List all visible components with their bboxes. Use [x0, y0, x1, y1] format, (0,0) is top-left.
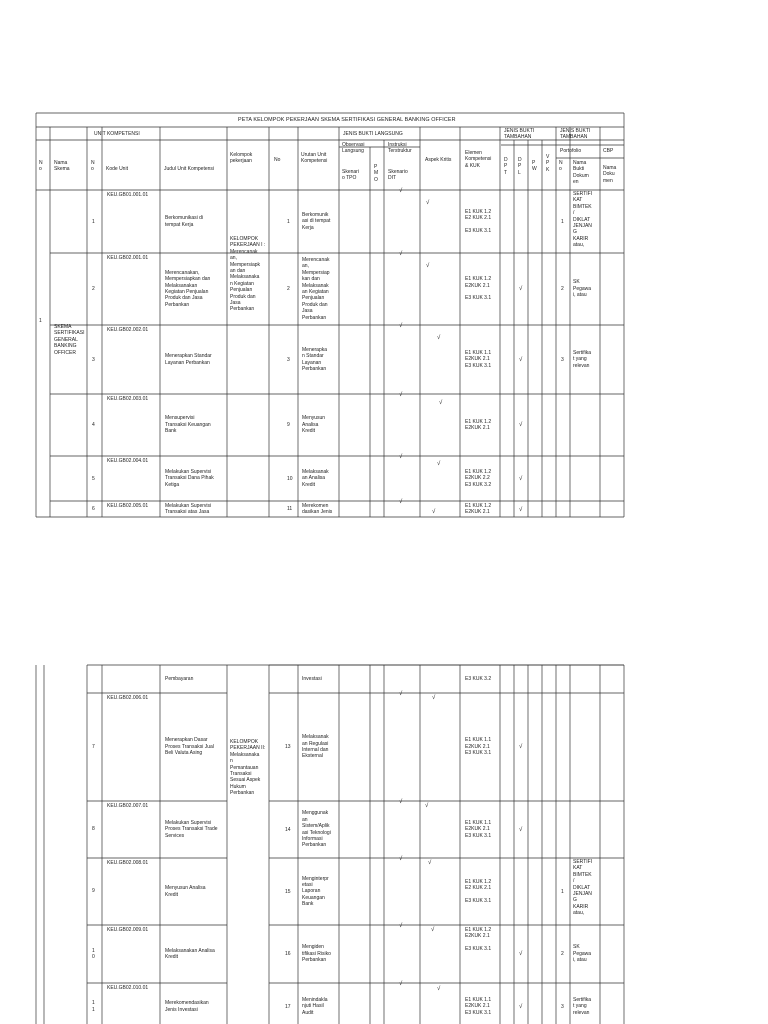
observasi-check: √ — [399, 323, 403, 329]
observasi-check: √ — [399, 923, 403, 929]
header-dpl: D P L — [518, 157, 522, 176]
aspek-kritis-check: √ — [432, 509, 436, 515]
aspek-kritis-check: √ — [431, 927, 435, 933]
observasi-check: √ — [399, 981, 403, 987]
header-cbp: CBP — [603, 148, 614, 154]
skema-number: 1 — [39, 318, 42, 324]
elemen-kuk: E1 KUK 1.2 E2KUK 2.2 E3 KUK 3.2 — [465, 468, 492, 488]
urutan-unit: Melaksanak an Analisa Kredit — [302, 468, 329, 488]
elemen-kuk: E1 KUK 1.1 E2KUK 2.1 E3 KUK 3.1 — [465, 996, 492, 1016]
header-skenario-tpo: Skenari o TPO — [342, 169, 359, 182]
elemen-kuk: E1 KUK 1.2 E2KUK 2.1 — [465, 503, 492, 516]
row-number: 4 — [92, 422, 95, 428]
portofolio-number: 1 — [561, 218, 564, 225]
observasi-check: √ — [399, 251, 403, 257]
urutan-unit: Menyusun Analisa Kredit — [302, 415, 326, 435]
header-pw: P W — [532, 160, 537, 173]
observasi-check: √ — [399, 691, 403, 697]
pw-check: √ — [519, 356, 523, 363]
pw-check: √ — [519, 475, 523, 482]
header-unit-kompetensi: UNIT KOMPETENSI — [94, 131, 140, 137]
row-number: 9 — [92, 888, 95, 895]
header-instruksi: Instruksi Terstruktur — [388, 142, 412, 155]
urutan-number: 17 — [285, 1003, 291, 1010]
header-nama-dokumen: Nama Doku men — [603, 165, 617, 184]
aspek-kritis-check: √ — [428, 860, 432, 866]
elemen-kuk: E1 KUK 1.2 E2KUK 2.1 — [465, 418, 492, 431]
kode-unit: KEU.GB02.004.01 — [107, 458, 149, 464]
header-jenis-bukti-tambahan: JENIS BUKTI TAMBAHAN — [504, 128, 535, 141]
judul-unit: Mensupervisi Transaksi Keuangan Bank — [165, 415, 211, 435]
urutan-unit: Menginterpr etasi Laporan Keuangan Bank — [302, 875, 329, 908]
kelompok-pekerjaan-2: KELOMPOK PEKERJAAN II: Melaksanaka n Pemantauan Transaksi Sesuai Aspek Hukum Perbankan — [230, 739, 266, 797]
row-number: 5 — [92, 475, 95, 482]
judul-unit: Menerapkan Dasar Proses Transaksi Jual Beli Valuta Asing — [165, 737, 214, 757]
row-number: 3 — [92, 356, 95, 363]
header-no-unit: N o — [91, 160, 95, 173]
nama-bukti-dokumen: Sertifika t yang relevan — [573, 349, 592, 369]
observasi-check: √ — [399, 392, 403, 398]
aspek-kritis-check: √ — [426, 263, 430, 269]
aspek-kritis-check: √ — [439, 400, 443, 406]
header-observasi: Observasi Langsung — [342, 142, 365, 155]
aspek-kritis-check: √ — [425, 803, 429, 809]
page-title: PETA KELOMPOK PEKERJAAN SKEMA SERTIFIKASI GENERAL BANKING OFFICER — [238, 117, 456, 123]
pw-check: √ — [519, 286, 523, 292]
header-kode-unit: Kode Unit — [106, 166, 128, 172]
observasi-check: √ — [399, 856, 403, 862]
pw-check: √ — [519, 744, 523, 750]
aspek-kritis-check: √ — [437, 986, 441, 992]
kelompok-pekerjaan-1: KELOMPOK PEKERJAAN I : Merencanak an, Mempersiapk an dan Melaksanaka n Kegiatan Penjualan Produk dan Jasa Perbankan — [230, 236, 266, 313]
urutan-number: 15 — [285, 888, 291, 895]
header-vpk: V P K — [546, 154, 550, 173]
judul-unit: Melakukan Supervisi Transaksi atas Jasa — [165, 502, 212, 515]
row-number: 1 1 — [92, 1000, 95, 1013]
elemen-kuk: E1 KUK 1.1 E2KUK 2.1 E3 KUK 3.1 — [465, 349, 492, 369]
urutan-unit: Menggunak an Sistem/Aplik asi Teknologi Informasi Perbankan — [302, 810, 331, 849]
portofolio-number: 2 — [561, 951, 564, 957]
header-dpt: D P T — [504, 157, 508, 176]
aspek-kritis-check: √ — [437, 335, 441, 341]
header-elemen-kuk: Elemen Kompetensi & KUK — [465, 150, 492, 169]
nama-bukti-dokumen: SERTIFI KAT BIMTEK / DIKLAT JENJAN G KARIR atau, — [573, 859, 593, 917]
header-nama-skema: Nama Skema — [54, 160, 70, 173]
elemen-kuk: E1 KUK 1.1 E2KUK 2.1 E3 KUK 3.1 — [465, 737, 492, 757]
urutan-unit: Mengiden tifikasi Risiko Perbankan — [302, 944, 331, 964]
row-number: 1 — [92, 218, 95, 225]
urutan-unit: Menerapka n Standar Layanan Perbankan — [302, 346, 328, 372]
row-number: 1 0 — [92, 947, 95, 960]
nama-bukti-dokumen: SK Pegawa i, atau — [573, 944, 592, 964]
header-no-urut: No — [274, 157, 281, 163]
portofolio-number: 1 — [561, 888, 564, 895]
pw-check: √ — [519, 1003, 523, 1010]
row-number: 2 — [92, 286, 95, 292]
row-number: 7 — [92, 743, 95, 750]
aspek-kritis-check: √ — [437, 461, 441, 467]
observasi-check: √ — [399, 799, 403, 805]
urutan-number: 9 — [287, 422, 290, 428]
kode-unit: KEU.GB02.003.01 — [107, 396, 149, 402]
pw-check: √ — [519, 951, 523, 957]
kode-unit: KEU.GB02.009.01 — [107, 927, 149, 933]
observasi-check: √ — [399, 454, 403, 460]
judul-unit: Merekomendasikan Jenis Investasi — [165, 1000, 209, 1013]
nama-bukti-dokumen: SK Pegawa i, atau — [573, 279, 592, 299]
urutan-unit: Berkomunik asi di tempat Kerja — [302, 211, 331, 231]
judul-unit: Melakukan Supervisi Proses Transaksi Trade Services — [165, 819, 218, 839]
elemen-kuk: E1 KUK 1.2 E2KUK 2.1 E3 KUK 3.1 — [465, 927, 492, 953]
urutan-number: 2 — [287, 286, 290, 292]
observasi-check: √ — [399, 188, 403, 194]
kode-unit: KEU.GB01.001.01 — [107, 192, 149, 198]
portofolio-number: 3 — [561, 1003, 564, 1010]
header-portofolio: Portofolio — [560, 148, 582, 154]
judul-unit: Menerapkan Standar Layanan Perbankan — [165, 353, 212, 366]
header-urutan-unit: Urutan Unit Kompetensi — [301, 152, 328, 165]
urutan-number: 11 — [287, 506, 293, 512]
aspek-kritis-check: √ — [426, 200, 430, 206]
header-judul-unit: Judul Unit Kompetensi — [164, 166, 215, 172]
kode-unit: KEU.GB02.006.01 — [107, 695, 149, 701]
row-number: 6 — [92, 506, 95, 512]
elemen-kuk: E1 KUK 1.2 E2 KUK 2.1 E3 KUK 3.1 — [465, 208, 492, 234]
header-pmo: P M O — [374, 164, 379, 183]
judul-unit: Berkomunikasi di tempat Kerja — [165, 215, 204, 228]
urutan-unit: Melaksanak an Regulasi Internal dan Eksternal — [302, 734, 329, 760]
urutan-number: 13 — [285, 744, 291, 750]
urutan-number: 16 — [285, 951, 291, 957]
pw-check: √ — [519, 826, 523, 833]
urutan-number: 3 — [287, 356, 290, 363]
row-number: 8 — [92, 826, 95, 833]
nama-bukti-dokumen: SERTIFI KAT BIMTEK / DIKLAT JENJAN G KARIR atau, — [573, 191, 593, 249]
pw-check: √ — [519, 507, 523, 513]
header-no: N o — [39, 160, 43, 173]
kode-unit: KEU.GB02.001.01 — [107, 255, 149, 261]
header-no-portofolio: N o — [559, 160, 563, 173]
header-jenis-bukti-tambahan-2: JENIS BUKTI TAMBAHAN — [560, 128, 591, 141]
urutan-unit: Merekomen dasikan Jenis — [302, 502, 333, 515]
kode-unit: KEU.GB02.010.01 — [107, 985, 149, 991]
elemen-kuk: E1 KUK 1.1 E2KUK 2.1 E3 KUK 3.1 — [465, 819, 492, 839]
header-nama-bukti-dokumen: Nama Bukti Dokum en — [573, 160, 589, 186]
pw-check: √ — [519, 422, 523, 428]
skema-name: SKEMA SERTIFIKASI GENERAL BANKING OFFICER — [54, 324, 85, 356]
elemen-kuk-continued: E3 KUK 3.2 — [465, 676, 492, 682]
header-aspek-kritis: Aspek Kritis — [425, 157, 452, 163]
urutan-number: 10 — [287, 475, 293, 482]
judul-unit: Menyusun Analisa Kredit — [165, 885, 206, 898]
kode-unit: KEU.GB02.005.01 — [107, 503, 149, 509]
header-skenario-dit: Skenario DIT — [388, 169, 408, 182]
urutan-unit: Merencanak an, Mempersiap kan dan Melaksanak an Kegiatan Penjualan Produk dan Jasa Perbankan — [302, 257, 330, 321]
judul-unit: Merencanakan, Mempersiapkan dan Melaksanakan Kegiatan Penjualan Produk dan Jasa Perbankan — [165, 269, 211, 308]
urutan-number: 1 — [287, 218, 290, 225]
kode-unit: KEU.GB02.007.01 — [107, 803, 149, 809]
portofolio-number: 2 — [561, 286, 564, 292]
header-jenis-bukti-langsung: JENIS BUKTI LANGSUNG — [343, 131, 403, 137]
kode-unit: KEU.GB02.002.01 — [107, 327, 149, 333]
judul-unit: Melakukan Supervisi Transaksi Dana Pihak Ketiga — [165, 468, 214, 488]
header-kelompok-pekerjaan: Kelompok pekerjaan — [230, 152, 253, 165]
portofolio-number: 3 — [561, 356, 564, 363]
elemen-kuk: E1 KUK 1.2 E2KUK 2.1 E3 KUK 3.1 — [465, 276, 492, 302]
judul-unit-continued: Pembayaran — [165, 676, 194, 682]
kode-unit: KEU.GB02.008.01 — [107, 860, 149, 866]
urutan-unit: Menindakla njuti Hasil Audit — [302, 996, 328, 1016]
urutan-number: 14 — [285, 826, 291, 833]
judul-unit: Melaksanakan Analisa Kredit — [165, 947, 215, 960]
aspek-kritis-check: √ — [432, 695, 436, 701]
observasi-check: √ — [399, 499, 403, 505]
elemen-kuk: E1 KUK 1.2 E2 KUK 2.1 E3 KUK 3.1 — [465, 878, 492, 904]
nama-bukti-dokumen: Sertifika t yang relevan — [573, 996, 592, 1016]
urutan-unit-continued: Investasi — [302, 676, 322, 682]
